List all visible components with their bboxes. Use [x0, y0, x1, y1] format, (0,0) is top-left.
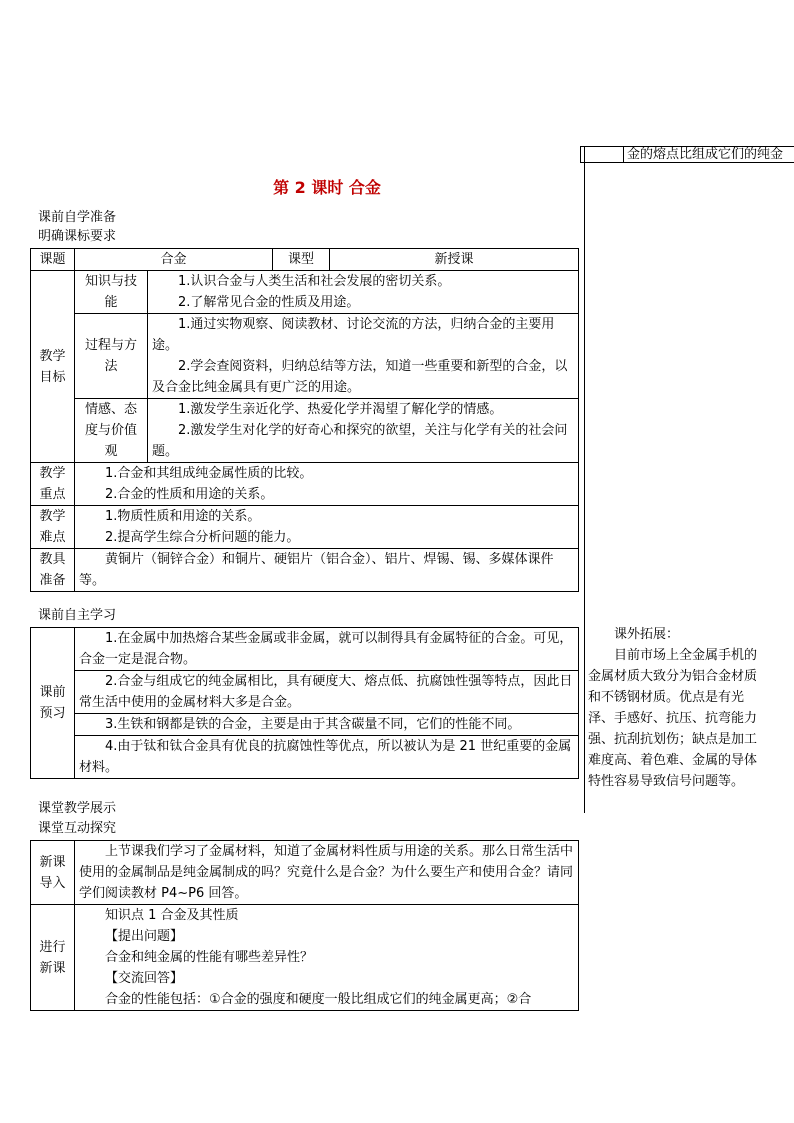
page-title: 第 2 课时 合金 — [273, 178, 381, 197]
type-label: 课型 — [273, 249, 330, 271]
section-subheading-standards: 明确课标要求 — [38, 229, 117, 244]
knowledge-item: 1.认识合金与人类生活和社会发展的密切关系。 — [178, 274, 451, 289]
question-text: 合金和纯金属的性能有哪些差异性？ — [105, 950, 314, 965]
goals-label: 教学目标 — [31, 271, 75, 463]
side-header-text: 金的熔点比组成它们的纯金 — [627, 147, 784, 162]
class-table — [30, 840, 579, 1011]
preview-item: 2.合金与组成它的纯金属相比，具有硬度大、熔点低、抗腐蚀性强等特点，因此日常生活中使用的金属材料大多是合金。 — [75, 671, 579, 714]
emotion-cell — [148, 399, 579, 463]
sidebar-note-title: 课外拓展： — [614, 627, 680, 642]
knowledge-label: 知识与技能 — [75, 271, 148, 314]
section-heading-classroom: 课堂教学展示 — [38, 801, 117, 816]
preview-item: 3.生铁和钢都是铁的合金，主要是由于其含碳量不同，它们的性能不同。 — [75, 714, 579, 736]
focus-cell — [75, 463, 579, 506]
section-heading-self-study: 课前自主学习 — [38, 608, 117, 623]
process-item: 1.通过实物观察、阅读教材、讨论交流的方法，归纳合金的主要用途。 — [152, 317, 555, 353]
intro-cell: 上节课我们学习了金属材料，知道了金属材料性质与用途的关系。那么日常生活中使用的金属制品是纯金属制成的吗？究竟什么是合金？为什么要生产和使用合金？请同学们阅读教材 P4~P6 回答。 — [75, 841, 579, 905]
tools-cell — [75, 549, 579, 592]
focus-item: 1.合金和其组成纯金属性质的比较。 — [105, 466, 313, 481]
new-lesson-label: 进行新课 — [31, 905, 75, 1011]
topic-value: 合金 — [75, 249, 273, 271]
answer-text: 合金的性能包括：①合金的强度和硬度一般比组成它们的纯金属更高；②合 — [105, 992, 532, 1007]
preview-item: 4.由于钛和钛合金具有优良的抗腐蚀性等优点，所以被认为是 21 世纪重要的金属材料。 — [75, 736, 579, 779]
side-header-left-cell — [580, 146, 624, 163]
process-cell — [148, 314, 579, 399]
type-value: 新授课 — [330, 249, 579, 271]
difficulty-label: 教学难点 — [31, 506, 75, 549]
difficulty-item: 2.提高学生综合分析问题的能力。 — [105, 530, 300, 545]
section-heading-prep: 课前自学准备 — [38, 210, 117, 225]
preview-label: 课前预习 — [31, 628, 75, 779]
process-item: 2.学会查阅资料，归纳总结等方法，知道一些重要和新型的合金，以及合金比纯金属具有更广泛的用途。 — [152, 359, 568, 395]
lesson-table — [30, 248, 579, 592]
tools-label: 教具准备 — [31, 549, 75, 592]
focus-item: 2.合金的性质和用途的关系。 — [105, 487, 274, 502]
emotion-item: 1.激发学生亲近化学、热爱化学并渴望了解化学的情感。 — [178, 402, 503, 417]
sidebar-note-body: 目前市场上全金属手机的金属材质大致分为铝合金材质和不锈钢材质。优点是有光泽、手感好、抗压、抗弯能力强、抗刮抗划伤；缺点是加工难度高、着色难、金属的导体特性容易导致信号问题等。 — [588, 648, 758, 789]
difficulty-item: 1.物质性质和用途的关系。 — [105, 509, 261, 524]
emotion-label: 情感、态度与价值观 — [75, 399, 148, 463]
discuss-answer-label: 【交流回答】 — [105, 971, 184, 986]
sidebar-divider — [584, 146, 585, 813]
emotion-item: 2.激发学生对化学的好奇心和探究的欲望，关注与化学有关的社会问题。 — [152, 423, 568, 459]
raise-question-label: 【提出问题】 — [105, 929, 184, 944]
knowledge-cell — [148, 271, 579, 314]
new-lesson-cell — [75, 905, 579, 1011]
tools-text: 黄铜片（铜锌合金）和铜片、硬铝片（铝合金）、铝片、焊锡、锡、多媒体课件等。 — [79, 552, 554, 588]
topic-label: 课题 — [31, 249, 75, 271]
process-label: 过程与方法 — [75, 314, 148, 399]
knowledge-item: 2.了解常见合金的性质及用途。 — [178, 295, 360, 310]
difficulty-cell — [75, 506, 579, 549]
preview-table — [30, 627, 579, 779]
knowledge-point-heading: 知识点 1 合金及其性质 — [105, 908, 239, 923]
section-subheading-explore: 课堂互动探究 — [38, 821, 117, 836]
intro-label: 新课导入 — [31, 841, 75, 905]
focus-label: 教学重点 — [31, 463, 75, 506]
preview-item: 1.在金属中加热熔合某些金属或非金属，就可以制得具有金属特征的合金。可见，合金一定是混合物。 — [75, 628, 579, 671]
